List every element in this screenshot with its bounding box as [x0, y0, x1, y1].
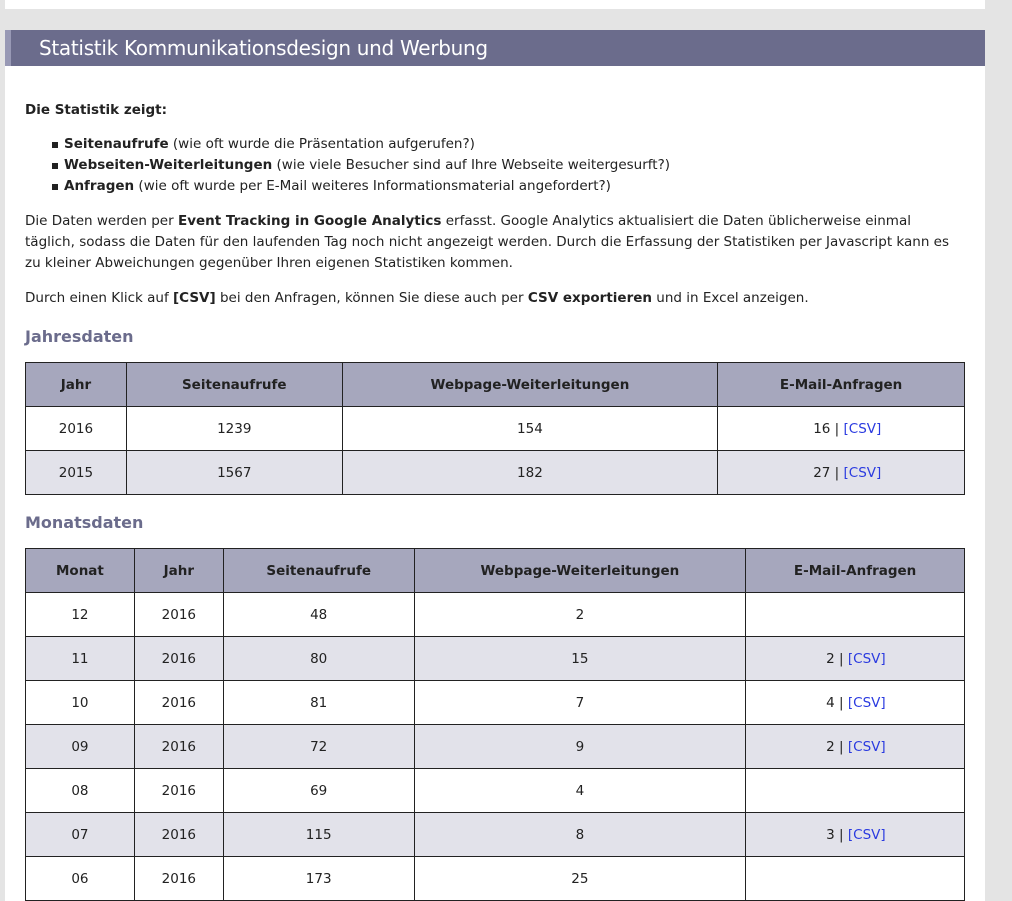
column-header: Jahr: [26, 363, 127, 407]
separator: |: [834, 650, 848, 667]
weiterleitungen-cell: 4: [414, 769, 746, 813]
table-row: [26, 681, 965, 725]
table-row: [26, 407, 965, 451]
csv-export-link[interactable]: [CSV]: [847, 738, 886, 755]
csv-export-link[interactable]: [CSV]: [847, 650, 886, 667]
anfragen-count: 3: [826, 826, 835, 843]
seitenaufrufe-cell: 173: [223, 857, 414, 901]
panel-header: [5, 30, 985, 66]
seitenaufrufe-cell: 72: [223, 725, 414, 769]
item-bold: Webseiten-Weiterleitungen: [64, 157, 273, 173]
intro-title: Die Statistik zeigt:: [25, 102, 168, 118]
jahr-cell: 2016: [134, 857, 223, 901]
weiterleitungen-cell: 8: [414, 813, 746, 857]
table-row: [26, 813, 965, 857]
seitenaufrufe-cell: 69: [223, 769, 414, 813]
anfragen-count: 27: [813, 464, 831, 481]
table-row: [26, 769, 965, 813]
anfragen-cell: [746, 593, 965, 637]
separator: |: [830, 464, 844, 481]
table-row: [26, 593, 965, 637]
monat-cell: 09: [26, 725, 135, 769]
separator: |: [834, 826, 848, 843]
item-bold: Seitenaufrufe: [64, 136, 169, 152]
anfragen-cell: [746, 681, 965, 725]
anfragen-cell: [746, 769, 965, 813]
seitenaufrufe-cell: 115: [223, 813, 414, 857]
weiterleitungen-cell: 7: [414, 681, 746, 725]
monat-cell: 08: [26, 769, 135, 813]
jahr-cell: 2016: [134, 593, 223, 637]
text: bei den Anfragen, können Sie diese auch per: [215, 290, 528, 306]
weiterleitungen-cell: 25: [414, 857, 746, 901]
bold-text: CSV exportieren: [527, 290, 652, 306]
separator: |: [830, 420, 844, 437]
jahr-cell: 2016: [134, 813, 223, 857]
bold-text: [CSV]: [173, 290, 216, 306]
text: Durch einen Klick auf: [25, 290, 173, 306]
list-item: [52, 155, 965, 176]
weiterleitungen-cell: 2: [414, 593, 746, 637]
monat-cell: 12: [26, 593, 135, 637]
tracking-paragraph: [25, 211, 965, 274]
bold-text: Event Tracking in Google Analytics: [177, 213, 442, 229]
monthly-heading: Monatsdaten: [25, 513, 144, 532]
column-header: Webpage-Weiterleitungen: [342, 363, 718, 407]
list-item: [52, 134, 965, 155]
monat-cell: 07: [26, 813, 135, 857]
csv-export-link[interactable]: [CSV]: [843, 420, 882, 437]
item-text: (wie oft wurde per E-Mail weiteres Informationsmaterial angefordert?): [134, 178, 611, 194]
anfragen-count: 16: [813, 420, 831, 437]
column-header: Jahr: [134, 549, 223, 593]
table-row: [26, 637, 965, 681]
top-strip: [5, 0, 985, 9]
item-text: (wie oft wurde die Präsentation aufgerufen?): [168, 136, 475, 152]
feature-list: [25, 134, 965, 197]
csv-export-link[interactable]: [CSV]: [847, 826, 886, 843]
anfragen-cell: [718, 407, 965, 451]
bullet-icon: [52, 184, 58, 190]
seitenaufrufe-cell: 1567: [126, 451, 342, 495]
csv-paragraph: [25, 288, 965, 309]
jahr-cell: 2016: [134, 769, 223, 813]
jahr-cell: 2015: [26, 451, 127, 495]
yearly-heading: Jahresdaten: [25, 327, 134, 346]
separator: |: [834, 738, 848, 755]
text: erfasst. Google Analytics aktualisiert die Daten üblicherweise einmal täglich, sodass die Daten für den laufenden Tag noch nicht angezeigt werden. Durch die Erfassung der Statistiken per Javascript kann es zu kleiner Abweichungen gegenüber Ihren eigenen Statistiken kommen.: [25, 213, 950, 271]
anfragen-count: 2: [826, 738, 835, 755]
jahr-cell: 2016: [134, 725, 223, 769]
jahr-cell: 2016: [26, 407, 127, 451]
monat-cell: 06: [26, 857, 135, 901]
column-header: Seitenaufrufe: [223, 549, 414, 593]
column-header: Monat: [26, 549, 135, 593]
anfragen-count: 2: [826, 650, 835, 667]
statistics-panel: [5, 30, 985, 901]
table-row: [26, 725, 965, 769]
monat-cell: 11: [26, 637, 135, 681]
column-header: Seitenaufrufe: [126, 363, 342, 407]
table-row: [26, 857, 965, 901]
bullet-icon: [52, 163, 58, 169]
seitenaufrufe-cell: 81: [223, 681, 414, 725]
page-title: Statistik Kommunikationsdesign und Werbung: [39, 36, 488, 60]
text: Die Daten werden per: [25, 213, 178, 229]
seitenaufrufe-cell: 48: [223, 593, 414, 637]
monat-cell: 10: [26, 681, 135, 725]
weiterleitungen-cell: 182: [342, 451, 718, 495]
jahr-cell: 2016: [134, 681, 223, 725]
text: und in Excel anzeigen.: [652, 290, 809, 306]
weiterleitungen-cell: 154: [342, 407, 718, 451]
column-header: Webpage-Weiterleitungen: [414, 549, 746, 593]
separator: |: [834, 694, 848, 711]
panel-content: [5, 102, 985, 901]
item-bold: Anfragen: [64, 178, 135, 194]
csv-export-link[interactable]: [CSV]: [847, 694, 886, 711]
seitenaufrufe-cell: 1239: [126, 407, 342, 451]
table-header-row: [26, 549, 965, 593]
table-header-row: [26, 363, 965, 407]
header-accent: [5, 30, 11, 66]
weiterleitungen-cell: 9: [414, 725, 746, 769]
anfragen-cell: [746, 637, 965, 681]
item-text: (wie viele Besucher sind auf Ihre Webseite weitergesurft?): [272, 157, 671, 173]
anfragen-count: 4: [826, 694, 835, 711]
csv-export-link[interactable]: [CSV]: [843, 464, 882, 481]
monthly-table: [25, 548, 965, 901]
anfragen-cell: [746, 813, 965, 857]
seitenaufrufe-cell: 80: [223, 637, 414, 681]
weiterleitungen-cell: 15: [414, 637, 746, 681]
anfragen-cell: [746, 857, 965, 901]
anfragen-cell: [746, 725, 965, 769]
list-item: [52, 176, 965, 197]
anfragen-cell: [718, 451, 965, 495]
table-row: [26, 451, 965, 495]
column-header: E-Mail-Anfragen: [718, 363, 965, 407]
bullet-icon: [52, 142, 58, 148]
yearly-table: [25, 362, 965, 495]
column-header: E-Mail-Anfragen: [746, 549, 965, 593]
jahr-cell: 2016: [134, 637, 223, 681]
